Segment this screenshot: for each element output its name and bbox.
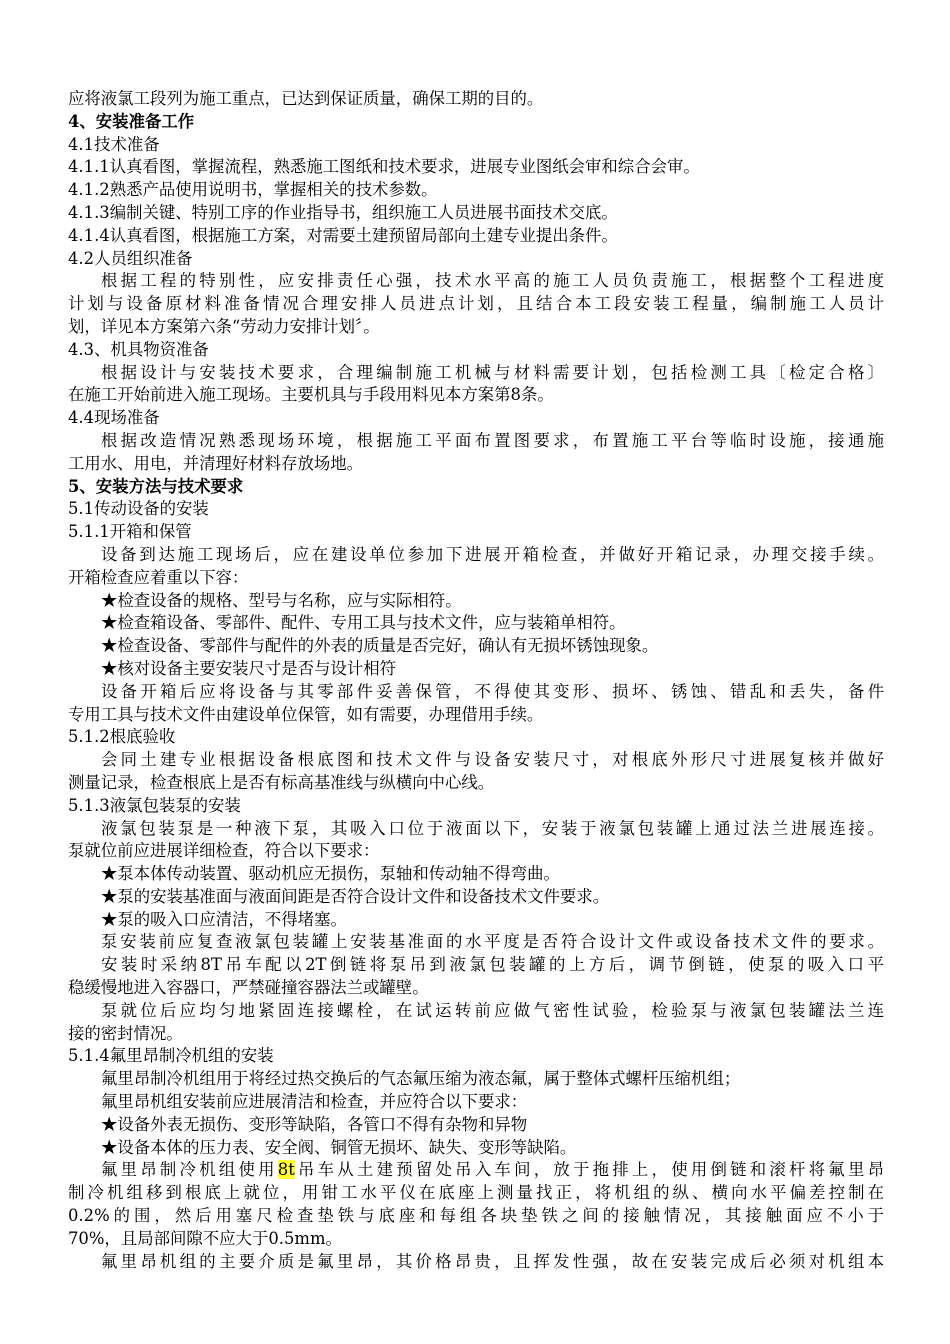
highlighted-text: 8t — [277, 1160, 295, 1180]
text-line: 接的密封情况。 — [68, 1023, 183, 1043]
text-line: 在施工开始前进入施工现场。主要机具与手段用料见本方案第8条。 — [68, 385, 554, 405]
text-line: 制冷机组移到根底上就位，用钳工水平仪在底座上测量找正，将机组的纵、横向水平偏差控制在 — [68, 1183, 884, 1203]
text-line: 根据改造情况熟悉现场环境，根据施工平面布置图要求，布置施工平台等临时设施，接通施 — [101, 430, 884, 450]
text-line: 5.1传动设备的安装 — [68, 499, 209, 519]
text-line: 设备到达施工现场后，应在建设单位参加下进展开箱检查，并做好开箱记录，办理交接手续。 — [101, 544, 884, 564]
text-line: 设备开箱后应将设备与其零部件妥善保管，不得使其变形、损坏、锈蚀、错乱和丢失，备件 — [101, 681, 884, 701]
text-line: 氟里昂机组的主要介质是氟里昂，其价格昂贵，且挥发性强，故在安装完成后必须对机组本 — [101, 1251, 884, 1271]
text-line: 4.1.3编制关键、特别工序的作业指导书，组织施工人员进展书面技术交底。 — [68, 202, 618, 222]
text-line: 测量记录，检查根底上是否有标高基准线与纵横向中心线。 — [68, 772, 495, 792]
text-line: 4.1.4认真看图，根据施工方案，对需要土建预留局部向土建专业提出条件。 — [68, 225, 618, 245]
text-line: 氟里昂制冷机组用于将经过热交换后的气态氟压缩为液态氟，属于整体式螺杆压缩机组； — [101, 1069, 741, 1089]
text-line: 4.1技术准备 — [68, 134, 160, 154]
text-line: 开箱检查应着重以下容： — [68, 567, 249, 587]
text-line: 4.4现场准备 — [68, 408, 160, 428]
text-line: ★泵的吸入口应清洁，不得堵塞。 — [101, 909, 347, 929]
text-line: 70%，且局部间隙不应大于0.5mm。 — [68, 1228, 342, 1248]
text-line: ★泵本体传动装置、驱动机应无损伤，泵轴和传动轴不得弯曲。 — [101, 864, 560, 884]
document-page — [68, 88, 884, 1273]
text-line: 工用水、用电，并清理好材料存放场地。 — [68, 453, 364, 473]
text-line: 泵安装前应复查液氯包装罐上安装基准面的水平度是否符合设计文件或设备技术文件的要求。 — [101, 932, 884, 952]
text-segment: 氟里昂制冷机组使用 — [101, 1160, 278, 1180]
text-line: 5.1.4氟里昂制冷机组的安装 — [68, 1046, 274, 1066]
text-line: 会同土建专业根据设备根底图和技术文件与设备安装尺寸，对根底外形尺寸进展复核并做好 — [101, 750, 884, 770]
text-line: 5.1.3液氯包装泵的安装 — [68, 795, 241, 815]
text-line: ★核对设备主要安装尺寸是否与设计相符 — [101, 658, 397, 678]
text-line: 专用工具与技术文件由建设单位保管，如有需要，办理借用手续。 — [68, 704, 544, 724]
text-line: 0.2%的围，然后用塞尺检查垫铁与底座和每组各块垫铁之间的接触情况，其接触面应不小于 — [68, 1206, 884, 1226]
text-line: 计划与设备原材料准备情况合理安排人员进点计划，且结合本工段安装工程量，编制施工人员计 — [68, 294, 884, 314]
text-line: 4.1.1认真看图，掌握流程，熟悉施工图纸和技术要求，进展专业图纸会审和综合会审。 — [68, 157, 700, 177]
text-line: 4.2人员组织准备 — [68, 248, 193, 268]
text-line — [68, 1159, 884, 1182]
text-line: ★检查设备的规格、型号与名称，应与实际相符。 — [101, 590, 462, 610]
text-line: 4.3、机具物资准备 — [68, 339, 209, 359]
text-line: 根据设计与安装技术要求，合理编制施工机械与材料需要计划，包括检测工具〔检定合格〕 — [101, 362, 884, 382]
text-line: ★检查箱设备、零部件、配件、专用工具与技术文件，应与装箱单相符。 — [101, 613, 626, 633]
text-segment: 吊车从土建预留处吊入车间，放于拖排上，使用倒链和滚杆将氟里昂 — [294, 1160, 884, 1180]
text-line: 划，详见本方案第六条“劳动力安排计划〞。 — [68, 316, 380, 336]
text-line: ★检查设备、零部件与配件的外表的质量是否完好，确认有无损坏锈蚀现象。 — [101, 636, 659, 656]
section-heading: 4、安装准备工作 — [68, 111, 195, 131]
text-line: 氟里昂机组安装前应进展清洁和检查，并应符合以下要求： — [101, 1092, 528, 1112]
text-line: 泵就位前应进展详细检查，符合以下要求： — [68, 841, 380, 861]
section-heading: 5、安装方法与技术要求 — [68, 476, 244, 496]
text-line: 安装时采纳8T吊车配以2T倒链将泵吊到液氯包装罐的上方后，调节倒链，使泵的吸入口平 — [101, 955, 884, 975]
text-line: ★设备外表无损伤、变形等缺陷，各管口不得有杂物和异物 — [101, 1114, 528, 1134]
text-line: 应将液氯工段列为施工重点，已达到保证质量，确保工期的目的。 — [68, 89, 544, 108]
text-line: 4.1.2熟悉产品使用说明书，掌握相关的技术参数。 — [68, 180, 438, 200]
text-line: 泵就位后应均匀地紧固连接螺栓，在试运转前应做气密性试验，检验泵与液氯包装罐法兰连 — [101, 1000, 884, 1020]
text-line: ★泵的安装基准面与液面间距是否符合设计文件和设备技术文件要求。 — [101, 886, 610, 906]
text-line: 5.1.2根底验收 — [68, 727, 176, 747]
text-line: 液氯包装泵是一种液下泵，其吸入口位于液面以下，安装于液氯包装罐上通过法兰进展连接。 — [101, 818, 884, 838]
text-line: 稳缓慢地进入容器口，严禁碰撞容器法兰或罐壁。 — [68, 978, 429, 998]
text-line: 根据工程的特别性，应安排责任心强，技术水平高的施工人员负责施工，根据整个工程进度 — [101, 271, 884, 291]
text-line: 5.1.1开箱和保管 — [68, 522, 192, 542]
text-line: ★设备本体的压力表、安全阀、铜管无损坏、缺失、变形等缺陷。 — [101, 1137, 577, 1157]
